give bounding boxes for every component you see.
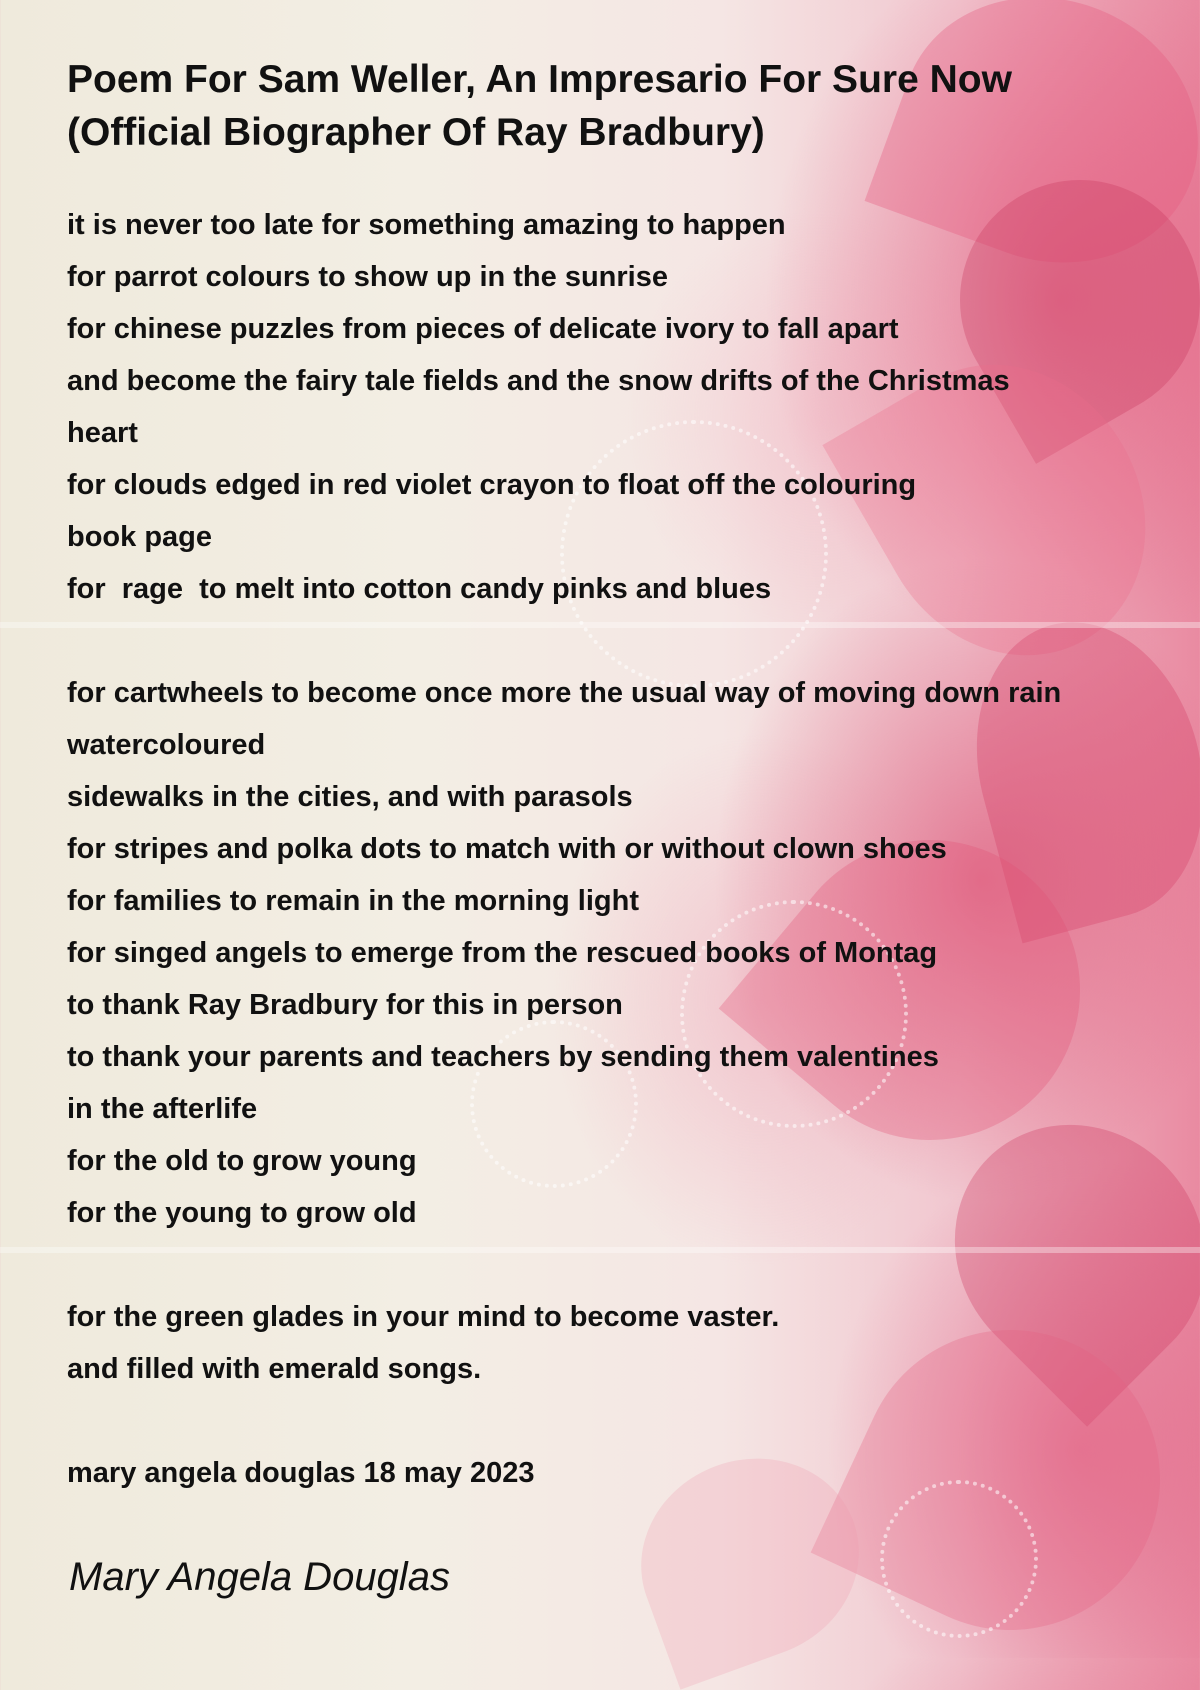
poem-line: for the old to grow young — [67, 1145, 417, 1177]
poem-line: it is never too late for something amazing to happen — [67, 209, 786, 241]
poem-line: sidewalks in the cities, and with parasols — [67, 781, 633, 813]
poem-line: for chinese puzzles from pieces of delicate ivory to fall apart — [67, 313, 899, 345]
poem-author[interactable]: Mary Angela Douglas — [69, 1555, 450, 1599]
poem-line: heart — [67, 417, 138, 449]
poem-title: Poem For Sam Weller, An Impresario For Sure Now (Official Biographer Of Ray Bradbury) — [67, 58, 1012, 154]
poem-line: for stripes and polka dots to match with or without clown shoes — [67, 833, 947, 865]
poem-line: for families to remain in the morning light — [67, 885, 639, 917]
stanza-break — [67, 615, 1187, 667]
stanza-break — [67, 1395, 1187, 1447]
poem-line: watercoloured — [67, 729, 266, 761]
poem-line: for the young to grow old — [67, 1197, 417, 1229]
poem-line: for clouds edged in red violet crayon to float off the colouring — [67, 469, 917, 501]
poem-body — [67, 199, 1187, 1499]
poem-line: and become the fairy tale fields and the snow drifts of the Christmas — [67, 365, 1010, 397]
poem-line: for the green glades in your mind to become vaster. — [67, 1301, 780, 1333]
poem-line: to thank your parents and teachers by sending them valentines — [67, 1041, 939, 1073]
poem-card — [67, 53, 1187, 1499]
poem-line: for cartwheels to become once more the usual way of moving down rain — [67, 677, 1062, 709]
poem-line: book page — [67, 521, 213, 553]
stanza-break — [67, 1239, 1187, 1291]
poem-line: in the afterlife — [67, 1093, 258, 1125]
poem-line: for singed angels to emerge from the rescued books of Montag — [67, 937, 938, 969]
poem-line: for parrot colours to show up in the sunrise — [67, 261, 668, 293]
poem-line: to thank Ray Bradbury for this in person — [67, 989, 623, 1021]
poem-line: for rage to melt into cotton candy pinks and blues — [67, 573, 772, 605]
decorative-dotted-ring — [880, 1480, 1038, 1638]
poem-dateline: mary angela douglas 18 may 2023 — [67, 1457, 535, 1489]
poem-line: and filled with emerald songs. — [67, 1353, 482, 1385]
